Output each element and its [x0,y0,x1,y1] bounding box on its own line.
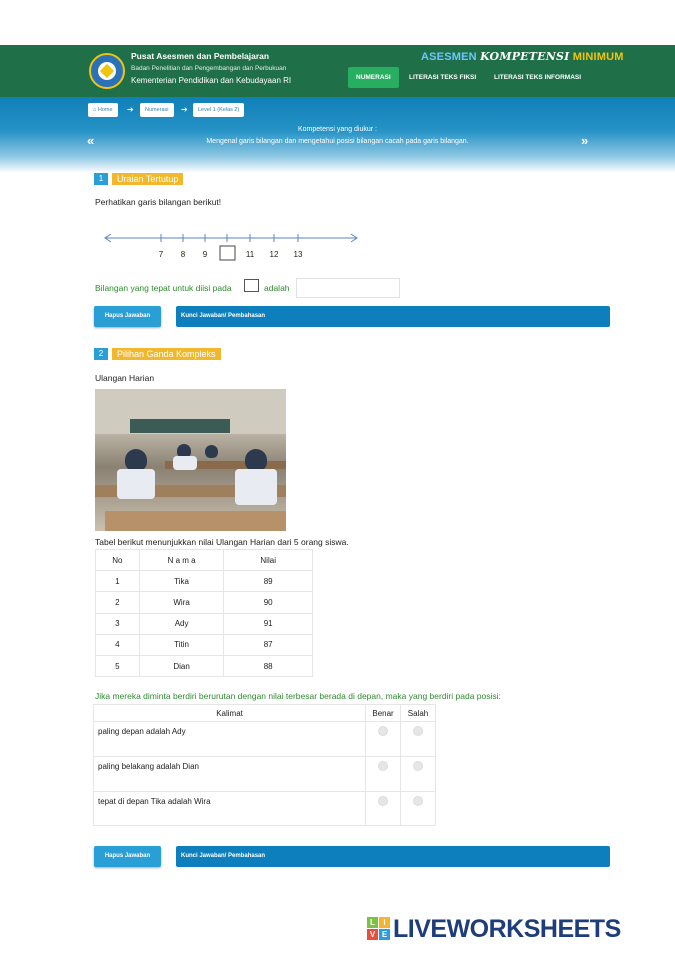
breadcrumb-numerasi[interactable]: Numerasi [140,103,174,117]
table-cell: 4 [96,634,140,655]
table-cell: Ady [139,613,224,634]
benar-radio[interactable] [378,761,388,771]
number-line-label: 11 [245,250,255,259]
home-icon: ⌂ [93,107,97,113]
question-prompt: Perhatikan garis bilangan berikut! [95,197,222,207]
table-cell: Tika [139,571,224,592]
salah-radio[interactable] [413,761,423,771]
ministry-name: Kementerian Pendidikan dan Kebudayaan RI [131,76,292,85]
number-line-label: 13 [293,250,303,259]
answer-key-button[interactable]: Kunci Jawaban/ Pembahasan [176,306,610,327]
column-header: Kalimat [94,705,366,722]
statement-row [94,792,436,826]
question-number: 1 [94,173,108,185]
number-line [100,229,362,263]
org-title: Pusat Asesmen dan Pembelajaran [131,51,270,61]
brand-part-3: MINIMUM [572,51,624,63]
salah-radio[interactable] [413,726,423,736]
missing-box-reference [244,279,259,292]
scores-table [95,549,313,677]
liveworksheets-wordmark: LIVEWORKSHEETS [393,915,621,943]
competency-text: Mengenal garis bilangan dan mengetahui posisi bilangan cacah pada garis bilangan. [206,138,469,145]
benar-radio[interactable] [378,796,388,806]
table-row [96,655,313,676]
table-cell: 5 [96,655,140,676]
number-line-label: 8 [180,250,186,259]
table-cell: Wira [139,592,224,613]
question-type-badge: Uraian Tertutup [112,173,183,185]
brand-part-1: ASESMEN [421,51,477,63]
table-row [96,592,313,613]
clear-answer-button[interactable]: Hapus Jawaban [94,846,161,867]
table-row [96,613,313,634]
logo-letter: I [379,917,390,928]
nav-numerasi[interactable]: NUMERASI [348,67,399,88]
salah-radio[interactable] [413,796,423,806]
statement-text: tepat di depan Tika adalah Wira [94,792,366,826]
classroom-photo [95,389,286,531]
statement-text: paling depan adalah Ady [94,722,366,757]
table-header-row [96,550,313,571]
question-title: Ulangan Harian [95,373,155,383]
table-cell: 1 [96,571,140,592]
answer-prefix: Bilangan yang tepat untuk diisi pada [95,283,232,293]
site-header [0,45,675,97]
column-header: N a m a [139,550,224,571]
next-chevron-icon[interactable]: » [581,133,589,148]
table-intro: Tabel berikut menunjukkan nilai Ulangan Harian dari 5 orang siswa. [95,537,349,547]
clear-answer-button[interactable]: Hapus Jawaban [94,306,161,327]
akm-brand [421,50,624,63]
breadcrumb-home[interactable]: ⌂ Home [88,103,118,117]
competency-banner [0,97,675,173]
column-header: Benar [366,705,401,722]
competency-label: Kompetensi yang diukur : [298,126,377,133]
table-cell: 88 [224,655,313,676]
number-line-label: 9 [202,250,208,259]
true-false-table [93,704,436,826]
column-header: No [96,550,140,571]
answer-input[interactable] [296,278,400,298]
question-type-badge: Pilihan Ganda Kompleks [112,348,221,360]
table-cell: Dian [139,655,224,676]
logo-letter: E [379,929,390,940]
number-line-label: 12 [269,250,279,259]
liveworksheets-grid-icon [367,917,391,941]
number-line-label: 7 [158,250,164,259]
table-cell: 87 [224,634,313,655]
table-cell: 91 [224,613,313,634]
brand-part-2: KOMPETENSI [480,50,570,63]
table-header-row [94,705,436,722]
prev-chevron-icon[interactable]: « [87,133,95,148]
question-number: 2 [94,348,108,360]
missing-number-box [220,246,235,260]
benar-radio[interactable] [378,726,388,736]
ministry-logo-icon [89,53,125,89]
answer-suffix: adalah [264,283,290,293]
table-cell: 89 [224,571,313,592]
table-cell: 2 [96,592,140,613]
breadcrumb-level[interactable]: Level 1 (Kelas 2) [193,103,244,117]
table-row [96,634,313,655]
nav-literasi-informasi[interactable]: LITERASI TEKS INFORMASI [494,74,582,81]
table-cell: 90 [224,592,313,613]
logo-letter: V [367,929,378,940]
column-header: Nilai [224,550,313,571]
table-cell: 3 [96,613,140,634]
statement-text: paling belakang adalah Dian [94,757,366,792]
nav-literasi-fiksi[interactable]: LITERASI TEKS FIKSI [409,74,477,81]
statement-row [94,722,436,757]
statement-row [94,757,436,792]
table-cell: Titin [139,634,224,655]
org-subtitle: Badan Penelitian dan Pengembangan dan Perbukuan [131,65,287,72]
instruction-text: Jika mereka diminta berdiri berurutan dengan nilai terbesar berada di depan, maka yang berdiri pada posisi: [95,691,501,701]
arrow-right-icon: ➔ [181,105,188,114]
logo-letter: L [367,917,378,928]
answer-key-button[interactable]: Kunci Jawaban/ Pembahasan [176,846,610,867]
arrow-right-icon: ➔ [127,105,134,114]
table-row [96,571,313,592]
column-header: Salah [401,705,436,722]
